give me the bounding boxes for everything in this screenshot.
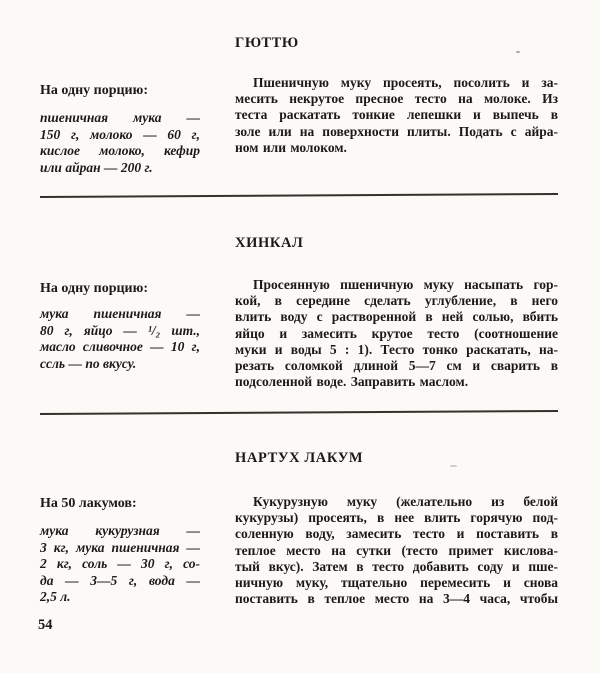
text-line: теплое место на сутки (тесто примет кислова- (235, 542, 558, 558)
text-line: 80 г, яйцо — ¹/₂ шт., (40, 322, 200, 338)
text-line: ном или молоком. (235, 139, 347, 155)
scan-speck (450, 465, 457, 467)
portion-label: На одну порцию: (40, 83, 148, 98)
text-line: золе или на поверхности плиты. Подать с айра- (235, 123, 558, 139)
recipe-title-khinkal: ХИНКАЛ (235, 235, 304, 251)
text-line: месить некрутое пресное тесто на молоке. Из (235, 91, 558, 107)
text-line: мука кукурузная — (40, 523, 200, 538)
ingredients-list (40, 523, 200, 606)
scan-speck (516, 51, 520, 53)
text-line: поставить в теплое место на 3—4 часа, чтобы (235, 591, 558, 607)
portion-label: На одну порцию: (40, 281, 148, 296)
text-line: 150 г, молоко — 60 г, (40, 126, 200, 142)
recipe-title-nartukh-lakum: НАРТУХ ЛАКУМ (235, 450, 364, 466)
text-line: кислое молоко, кефир (40, 143, 200, 159)
instructions-paragraph (235, 75, 558, 156)
text-line: ссль — по вкусу. (40, 355, 137, 371)
page-number: 54 (38, 617, 53, 633)
text-line: масло сливочное — 10 г, (40, 339, 200, 355)
text-line: подсоленной воде. Заправить маслом. (235, 374, 469, 390)
text-line: 2 кг, соль — 30 г, со- (40, 556, 200, 572)
text-line: 3 кг, мука пшеничная — (40, 539, 200, 555)
text-line: да — 3—5 г, вода — (40, 572, 200, 588)
ingredients-list (40, 306, 200, 372)
text-line: 2,5 л. (40, 589, 71, 605)
text-line: яйцо и замесить крутое тесто (соотношение (235, 325, 558, 341)
text-line: пшеничная мука — (40, 110, 200, 125)
text-line: тый вкус). Затем в тесто добавить соду и пше- (235, 558, 558, 574)
text-line: муки и воды 5 : 1). Тесто тонко раскатать, на- (235, 341, 558, 357)
text-line: ничную муку, тщательно перемесить и снова (235, 575, 558, 591)
text-line: теста раскатать тонкие лепешки и выпечь в (235, 107, 558, 123)
text-line: кой, в середине сделать углубление, в него (235, 293, 558, 309)
instructions-paragraph (235, 494, 558, 607)
section-divider (40, 193, 558, 198)
text-line: влить воду с растворенной в ней солью, вбить (235, 309, 558, 325)
text-line: Кукурузную муку (желательно из белой (253, 494, 558, 509)
text-line: соленную воду, замесить тесто и поставить в (235, 526, 558, 542)
portion-label: На 50 лакумов: (40, 496, 137, 511)
text-line: Просеянную пшеничную муку насыпать гор- (253, 277, 558, 292)
text-line: или айран — 200 г. (40, 159, 153, 175)
instructions-paragraph (235, 277, 558, 390)
ingredients-list (40, 110, 200, 176)
text-line: кукурузы) просеять, в нее влить горячую под- (235, 510, 558, 526)
recipe-title-gyuttyu: ГЮТТЮ (235, 35, 299, 51)
section-divider (40, 410, 558, 415)
text-line: Пшеничную муку просеять, посолить и за- (253, 75, 558, 90)
text-line: мука пшеничная — (40, 306, 200, 321)
text-line: резать соломкой длиной 5—7 см и сварить в (235, 358, 558, 374)
